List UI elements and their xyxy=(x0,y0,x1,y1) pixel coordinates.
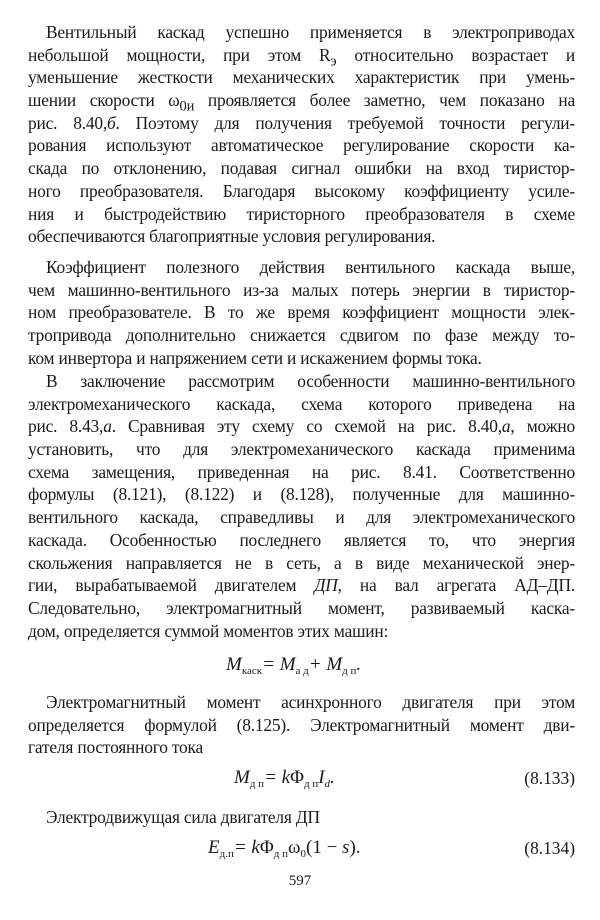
text-line: установить, что для электромеханического каскада применима xyxy=(28,439,575,460)
text-line: чем машинно-вентильного из-за малых потерь энергии в тиристор- xyxy=(28,279,575,300)
text-line: ного преобразователя. Благодаря высокому коэффициенту усиле- xyxy=(28,180,575,201)
text-line: гии, вырабатываемой двигателем ДП, на вал агрегата АД–ДП. xyxy=(28,575,575,596)
formula-8-133: $M_{д п}= k\Phi_{д п}I_d$. xyxy=(234,767,335,790)
text-line: схема замещения, приведенная на рис. 8.41. Соответственно xyxy=(28,461,575,482)
paragraph-3 xyxy=(28,370,575,642)
text-line: небольшой мощности, при этом $R_э$ относительно возрастает и xyxy=(28,44,575,70)
text-line: скольжения направляется не в сеть, а в виде механической энер- xyxy=(28,552,575,573)
text-line: обеспечиваются благоприятные условия регулирования. xyxy=(28,226,436,247)
paragraph-1 xyxy=(28,21,575,248)
text-line: тропривода дополнительно снижается сдвигом по фазе между то- xyxy=(28,325,575,346)
formula-8-134: $E_{д.п}= k\Phi_{д п}\omega_0(1 - s)$. xyxy=(208,837,361,860)
text-line: Электродвижущая сила двигателя ДП xyxy=(46,807,320,827)
paragraph-5 xyxy=(28,806,575,829)
text-line: формулы (8.121), (8.122) и (8.128), полученные для машинно- xyxy=(28,484,575,505)
text-line: вентильного каскада, справедливы и для электромеханического xyxy=(28,507,575,528)
text-line: определяется формулой (8.125). Электромагнитный момент дви- xyxy=(28,714,575,735)
text-line: ном преобразователе. В то же время коэффициент мощности элек- xyxy=(28,302,575,323)
equation-number-8-134: (8.134) xyxy=(524,838,575,858)
text-line: каскада. Особенностью последнего является то, что энергия xyxy=(28,529,575,550)
text-line: Следовательно, электромагнитный момент, развиваемый каска- xyxy=(28,597,575,618)
text-line: скада по отклонению, подавая сигнал ошибки на вход тиристор- xyxy=(28,158,575,179)
text-line: рис. 8.43,а. Сравнивая эту схему со схемой на рис. 8.40,а, можно xyxy=(28,416,575,437)
formula-moment-cascade: $M_{каск}= M_{а д}+ M_{д п}$. xyxy=(226,654,362,677)
paragraph-2 xyxy=(28,256,575,369)
equation-number-8-133: (8.133) xyxy=(524,768,575,788)
text-line: гателя постоянного тока xyxy=(28,737,204,758)
text-line: дом, определяется суммой моментов этих машин: xyxy=(28,620,389,641)
text-line: Вентильный каскад успешно применяется в электроприводах xyxy=(46,22,575,42)
text-line: В заключение рассмотрим особенности машинно-вентильного xyxy=(46,371,575,391)
text-line: шении скорости $\omega_{0и}$ проявляется более заметно, чем показано на xyxy=(28,90,575,115)
text-line: уменьшение жесткости механических характеристик при умень- xyxy=(28,67,575,88)
text-line: электромеханического каскада, схема которого приведена на xyxy=(28,393,575,414)
page-number: 597 xyxy=(288,873,312,889)
text-line: рис. 8.40,б. Поэтому для получения требуемой точности регули- xyxy=(28,112,575,133)
text-line: рования используют автоматическое регулирование скорости ка- xyxy=(28,135,575,156)
text-line: ния и быстродействию тиристорного преобразователя в схеме xyxy=(28,203,575,224)
text-line: ком инвертора и напряжением сети и искажением формы тока. xyxy=(28,347,482,368)
paragraph-4 xyxy=(28,691,575,759)
text-line: Коэффициент полезного действия вентильного каскада выше, xyxy=(46,257,575,277)
text-line: Электромагнитный момент асинхронного двигателя при этом xyxy=(46,692,575,712)
